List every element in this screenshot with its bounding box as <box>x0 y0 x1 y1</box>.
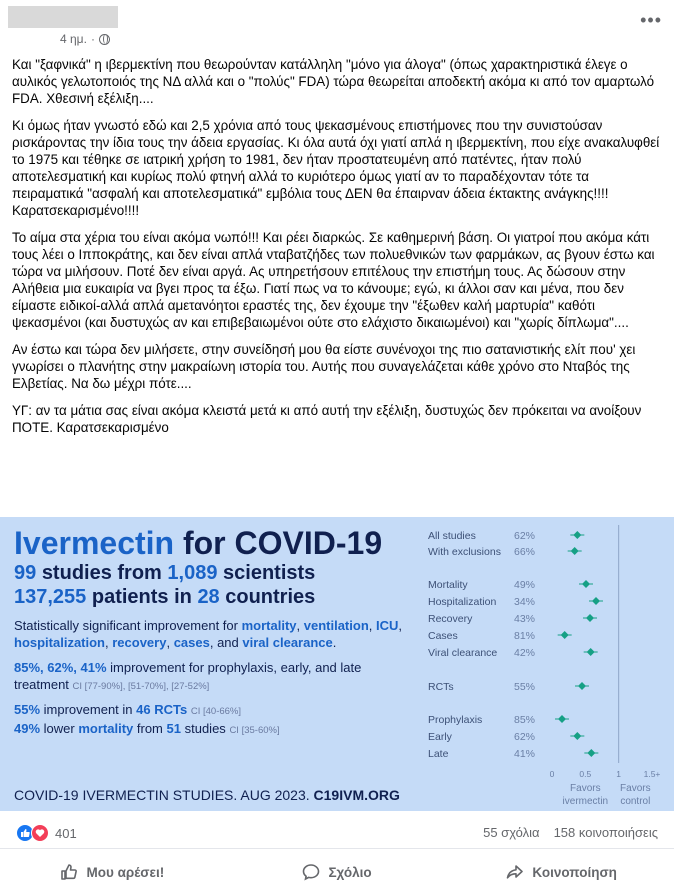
title-highlight: Ivermectin <box>14 525 175 561</box>
desc-sep: , <box>166 635 174 650</box>
stat-text: countries <box>225 586 316 608</box>
row-pct: 43% <box>514 613 536 625</box>
desc-sep: , <box>296 618 304 633</box>
x-tick-label: 0 <box>549 769 555 779</box>
paragraph: Αν έστω και τώρα δεν μιλήσετε, στην συνείδησή μου θα είστε συνένοχοι της πιο σατανιστικής ελίτ που' χει γνωρίσει ο πλανήτης στην μακραίωνη ιστορία του. Αυτής που συναγελάζεται κάθε χρόνο στο Νταβός της Ελβετίας. Να δω μέχρι πότε.... <box>12 342 636 391</box>
post-time[interactable]: 4 ημ. <box>60 32 87 46</box>
data-marker <box>582 580 590 588</box>
mortality-value: 49% <box>14 721 41 736</box>
data-marker <box>561 631 569 639</box>
title-rest: for COVID-19 <box>182 525 383 561</box>
favors-left-label: ivermectin <box>562 796 609 807</box>
stat-text: studies from <box>41 562 162 584</box>
love-reaction-icon <box>31 824 49 842</box>
desc-term: mortality <box>241 618 297 633</box>
forest-plot <box>424 525 670 811</box>
row-label: Early <box>428 731 452 743</box>
desc-sep: , <box>105 635 113 650</box>
mortality-term: mortality <box>78 721 134 736</box>
stat-number: 28 <box>197 586 220 608</box>
desc-sep: , <box>398 618 403 633</box>
post-header <box>0 0 674 56</box>
stat-patients <box>14 585 414 609</box>
action-bar <box>0 852 674 892</box>
share-count[interactable]: 158 κοινοποιήσεις <box>553 825 658 840</box>
infographic-title <box>14 525 414 561</box>
like-label: Μου αρέσει! <box>86 864 165 880</box>
data-marker <box>558 715 566 723</box>
infographic-text <box>14 525 414 739</box>
rct-value: 55% <box>14 702 41 717</box>
paragraph: Το αίμα στα χέρια του είναι ακόμα νωπό!!! Και ρέει διαρκώς. Σε καθημερινή βάση. Οι γιατροί που ακόμα κάτι τους λέει ο Ιπποκράτης, και δεν είναι απλά νταβατζήδες των πολυεθνικών των φαρμάκων, ας βγουν έστω και τώρα να μιλήσουν. Ποτέ δεν είναι αργά. Ας υπηρετήσουν επιτέλους την επιστήμη τους. Ας δώσουν στην Αλήθεια μια ευκαιρία να βγει προς τα έξω. Γιατί πως να το κάνουμε; εγώ, κι άλλοι σαν και μένα, που δεν είμαστε ειδικοί-αλλά απλά αμετανόητοι εραστές της, δεν έχουμε την "έξωθεν καλή μαρτυρία" καθότι ψεκασμένοι (και δυστυχώς αν και επιβεβαιωμένοι ούτε στο ελάχιστο δικαιωμένοι) και "χωρίς δίπλωμα".... <box>12 230 655 330</box>
data-marker <box>587 648 595 656</box>
engagement-counts <box>483 825 658 840</box>
paragraph: Και "ξαφνικά" η ιβερμεκτίνη που θεωρούνταν κατάλληλη "μόνο για άλογα" (όπως χαρακτηριστικά έλεγε ο αυλικός γελωτοποιός της ΝΔ αλλά και ο "πολύς" FDA) τώρα θεωρείται αποδεκτή ακόμα κι από τον αμαρτωλό FDA. Χθεσινή εξέλιξη.... <box>12 57 655 106</box>
mortality-count: 51 <box>166 721 181 736</box>
row-label: With exclusions <box>428 546 501 558</box>
separator-dot: · <box>90 32 95 46</box>
row-label: Hospitalization <box>428 596 497 608</box>
stat-number: 137,255 <box>14 586 87 608</box>
paragraph: Κι όμως ήταν γνωστό εδώ και 2,5 χρόνια από τους ψεκασμένους επιστήμονες που την συνιστούσαν ρισκάροντας την ίδια τους την άδεια εργασίας. Κι όλα αυτά όχι γιατί απλά η ιβερμεκτίνη, που είχε ανακαλυφθεί το 1975 και τέθηκε σε ιατρική χρήση το 1981, δεν ήταν προστατευμένη από πατέντες, ήταν πολύ αποτελεσματική και κυρίως πολύ φτηνή αλλά το κυριότερο όμως γιατί αν το παραδέχονταν τότε τα πειραματικά "ασφαλή και αποτελεσματικά" εμβόλια τους ΔΕΝ θα έπαιρναν άδεια έκτακτης ανάγκης!!!! Καρατσεκαρισμένο!!!! <box>12 118 660 218</box>
post-text <box>12 56 664 446</box>
mortality-ci: CI [35-60%] <box>229 725 280 736</box>
row-pct: 62% <box>514 731 536 743</box>
row-pct: 49% <box>514 579 536 591</box>
desc-and: , and <box>209 635 239 650</box>
rct-text: improvement in <box>43 702 133 717</box>
more-icon[interactable]: ••• <box>640 10 662 30</box>
author-name-redacted[interactable] <box>8 6 118 28</box>
improvement-treatment <box>14 659 414 695</box>
desc-term: hospitalization <box>14 635 105 650</box>
row-label: Late <box>428 748 449 760</box>
row-label: Recovery <box>428 613 473 625</box>
row-pct: 85% <box>514 714 536 726</box>
reaction-count: 401 <box>55 825 77 841</box>
row-label: Mortality <box>428 579 468 591</box>
comment-button[interactable] <box>225 852 450 892</box>
row-pct: 66% <box>514 546 536 558</box>
mortality-line <box>14 720 414 739</box>
data-marker <box>571 547 579 555</box>
share-label: Κοινοποίηση <box>532 864 617 880</box>
rct-line <box>14 701 414 720</box>
improvement-text: improvement for prophylaxis, early, and late treatment <box>14 660 362 692</box>
stat-number: 99 <box>14 562 37 584</box>
x-tick-label: 0.5 <box>579 769 592 779</box>
data-marker <box>573 531 581 539</box>
stat-text: scientists <box>223 562 316 584</box>
like-button[interactable] <box>0 852 225 892</box>
reaction-summary[interactable] <box>16 824 77 842</box>
rct-count: 46 RCTs <box>136 702 188 717</box>
x-tick-label: 1.5+ <box>643 769 661 779</box>
stat-text: patients in <box>91 586 192 608</box>
stat-studies <box>14 561 414 585</box>
data-marker <box>587 749 595 757</box>
row-pct: 55% <box>514 681 536 693</box>
row-label: Prophylaxis <box>428 714 483 726</box>
desc-term: viral clearance <box>242 635 333 650</box>
row-pct: 34% <box>514 596 536 608</box>
improvement-description <box>14 617 414 651</box>
comment-count[interactable]: 55 σχόλια <box>483 825 540 840</box>
mortality-text: from <box>136 721 163 736</box>
desc-term: cases <box>173 635 210 650</box>
share-icon <box>506 863 524 881</box>
favors-left-label: Favors <box>570 783 601 794</box>
infographic-footer <box>14 787 400 803</box>
data-marker <box>578 682 586 690</box>
row-label: All studies <box>428 530 476 542</box>
globe-icon <box>99 34 110 45</box>
post-counts <box>0 815 674 849</box>
row-label: Viral clearance <box>428 647 498 659</box>
desc-term: ICU <box>376 618 399 633</box>
row-label: Cases <box>428 630 458 642</box>
paragraph: ΥΓ: αν τα μάτια σας είναι ακόμα κλειστά μετά κι από αυτή την εξέλιξη, δυστυχώς δεν πρόκειται να ανοίξουν ΠΟΤΕ. Καρατσεκαρισμένο <box>12 403 642 435</box>
stat-number: 1,089 <box>167 562 218 584</box>
footer-text: COVID-19 IVERMECTIN STUDIES. AUG 2023. <box>14 787 310 803</box>
improvement-values: 85%, 62%, 41% <box>14 660 107 675</box>
mortality-text: lower <box>43 721 75 736</box>
row-pct: 41% <box>514 748 536 760</box>
row-pct: 62% <box>514 530 536 542</box>
forest-plot-svg <box>424 525 670 811</box>
desc-lead: Statistically significant improvement for <box>14 618 238 633</box>
footer-site: C19IVM.ORG <box>313 787 400 803</box>
row-label: RCTs <box>428 681 454 693</box>
data-marker <box>573 732 581 740</box>
desc-term: ventilation <box>303 618 369 633</box>
desc-sep: , <box>368 618 376 633</box>
improvement-ci: CI [77-90%], [51-70%], [27-52%] <box>72 681 210 692</box>
comment-label: Σχόλιο <box>328 864 372 880</box>
mortality-text: studies <box>184 721 226 736</box>
data-marker <box>592 597 600 605</box>
post-image[interactable] <box>0 517 674 811</box>
desc-end: . <box>332 635 337 650</box>
favors-right-label: Favors <box>620 783 651 794</box>
x-tick-label: 1 <box>616 769 622 779</box>
desc-term: recovery <box>112 635 167 650</box>
comment-icon <box>302 863 320 881</box>
thumbs-up-icon <box>60 863 78 881</box>
favors-right-label: control <box>620 796 651 807</box>
row-pct: 42% <box>514 647 536 659</box>
share-button[interactable] <box>449 852 674 892</box>
post-meta <box>60 32 110 46</box>
rct-ci: CI [40-66%] <box>190 706 242 717</box>
row-pct: 81% <box>514 630 536 642</box>
data-marker <box>586 614 594 622</box>
